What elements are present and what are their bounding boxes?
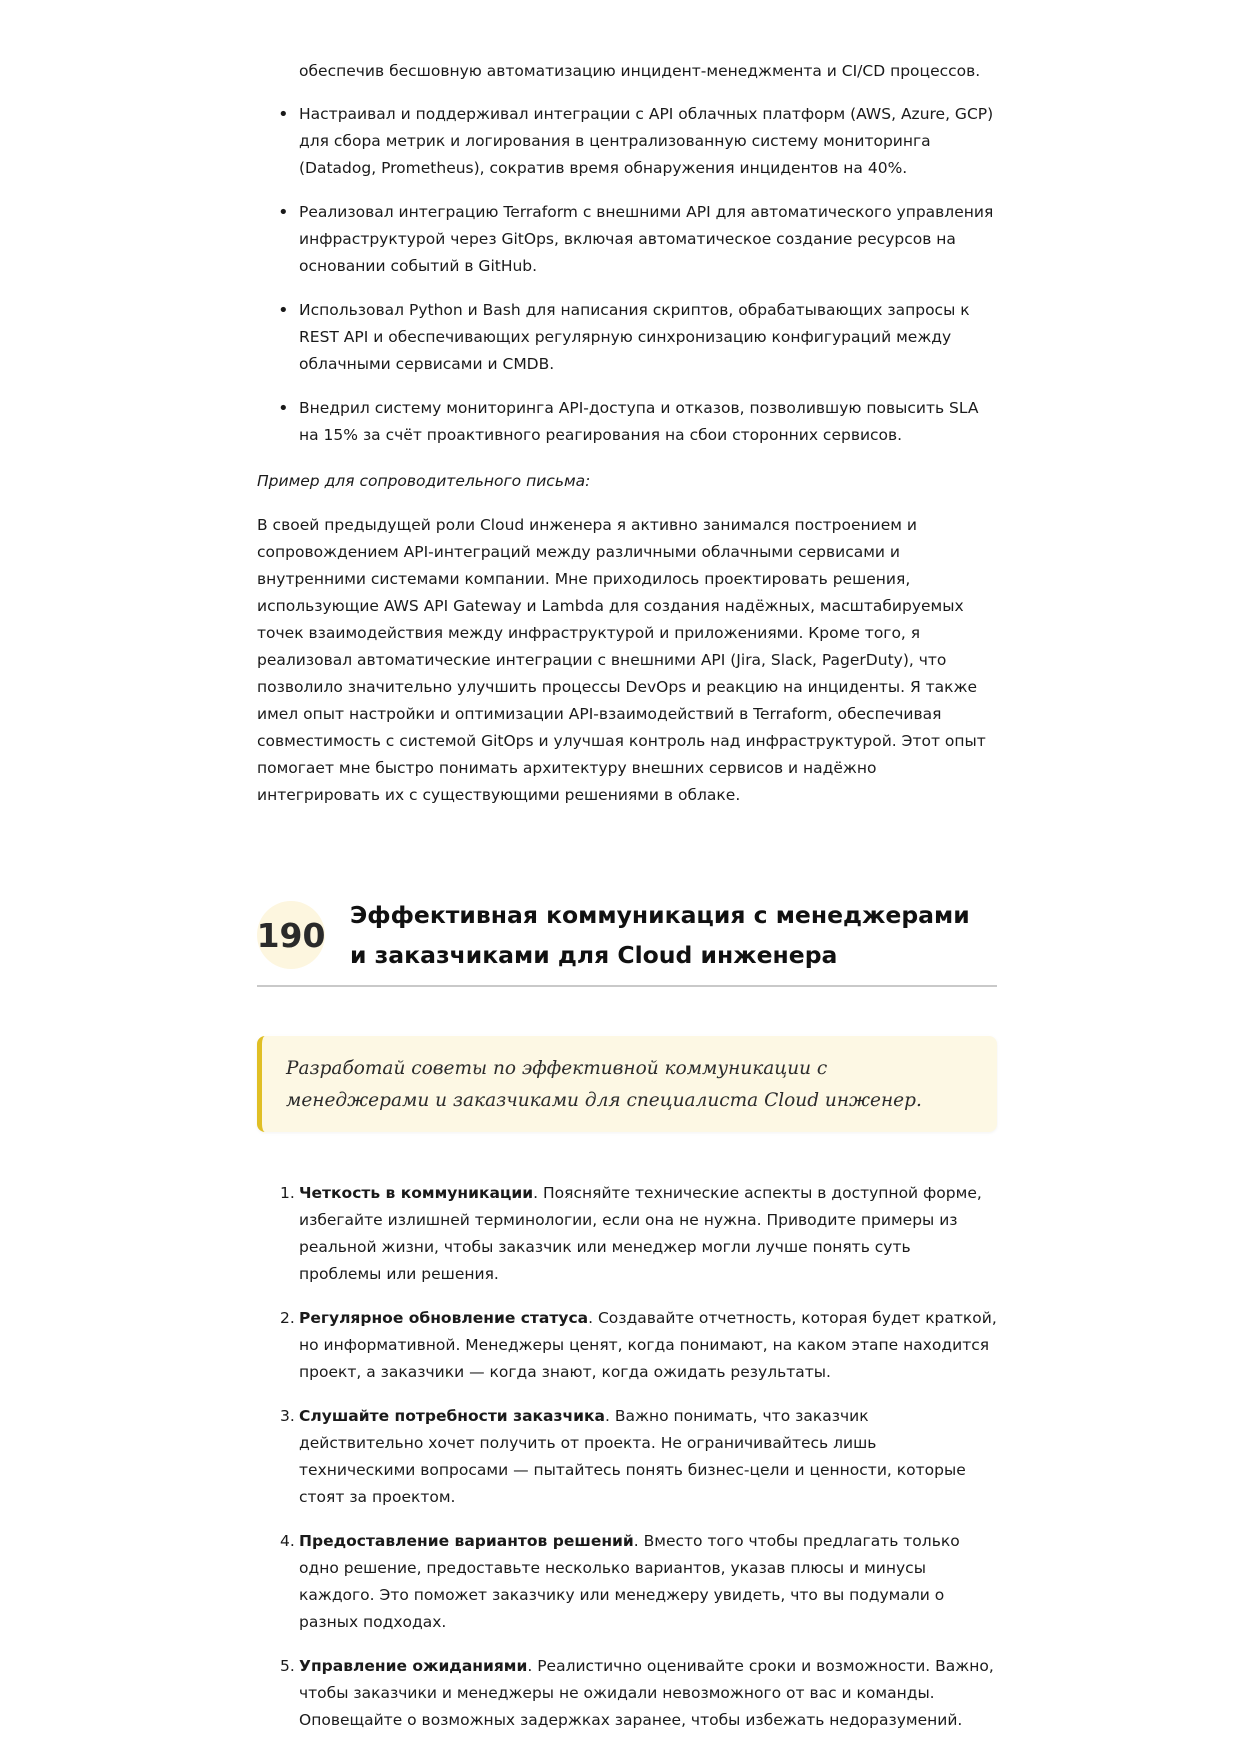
bullet-continuation-text: обеспечив бесшовную автоматизацию инцидент-менеджмента и CI/CD процессов. xyxy=(299,62,981,80)
tip-number: 1. xyxy=(280,1184,295,1202)
tip-text: . Важно понимать, что заказчик действительно хочет получить от проекта. Не ограничивайтесь лишь техническими вопросами — пытайтесь понять бизнес-цели и ценности, которые стоят за проектом. xyxy=(299,1407,966,1506)
tip-number: 5. xyxy=(280,1657,295,1675)
prompt-callout xyxy=(257,1036,997,1132)
tip-item xyxy=(257,1305,997,1386)
tip-number: 2. xyxy=(280,1309,295,1327)
section-header xyxy=(257,895,997,987)
tip-text: . Вместо того чтобы предлагать только одно решение, предоставьте несколько вариантов, указав плюсы и минусы каждого. Это поможет заказчику или менеджеру увидеть, что вы подумали о разных подходах. xyxy=(299,1532,960,1631)
tip-item xyxy=(257,1403,997,1511)
tip-number: 3. xyxy=(280,1407,295,1425)
experience-bullet: • Реализовал интеграцию Terraform с внешними API для автоматического управления инфраструктурой через GitOps, включая автоматическое создание ресурсов на основании событий в GitHub. xyxy=(257,199,997,280)
experience-bullet: • Использовал Python и Bash для написания скриптов, обрабатывающих запросы к REST API и обеспечивающих регулярную синхронизацию конфигураций между облачными сервисами и CMDB. xyxy=(257,297,997,378)
section-title: Эффективная коммуникация с менеджерами и заказчиками для Cloud инженера xyxy=(350,901,970,969)
cover-letter-label: Пример для сопроводительного письма: xyxy=(257,472,591,490)
cover-letter-paragraph: В своей предыдущей роли Cloud инженера я активно занимался построением и сопровождением API-интеграций между различными облачными сервисами и внутренними системами компании. Мне приходилось проектировать решения, использующие AWS API Gateway и Lambda для создания надёжных, масштабируемых точек взаимодействия между инфраструктурой и приложениями. Кроме того, я реализовал автоматические интеграции с внешними API (Jira, Slack, PagerDuty), что позволило значительно улучшить процессы DevOps и реакцию на инциденты. Я также имел опыт настройки и оптимизации API-взаимодействий в Terraform, обеспечивая совместимость с системой GitOps и улучшая контроль над инфраструктурой. Этот опыт помогает мне быстро понимать архитектуру внешних сервисов и надёжно интегрировать их с существующими решениями в облаке. xyxy=(257,516,986,804)
tip-title: Слушайте потребности заказчика xyxy=(299,1407,605,1425)
tip-text: . Создавайте отчетность, которая будет краткой, но информативной. Менеджеры ценят, когда понимают, на каком этапе находится проект, а заказчики — когда знают, когда ожидать результаты. xyxy=(299,1309,997,1381)
tip-title: Предоставление вариантов решений xyxy=(299,1532,634,1550)
experience-bullet: • Внедрил систему мониторинга API-доступа и отказов, позволившую повысить SLA на 15% за счёт проактивного реагирования на сбои сторонних сервисов. xyxy=(257,395,997,449)
tip-text: . Реалистично оценивайте сроки и возможности. Важно, чтобы заказчики и менеджеры не ожидали невозможного от вас и команды. Оповещайте о возможных задержках заранее, чтобы избежать недоразумений. xyxy=(299,1657,994,1729)
experience-bullet: • Настраивал и поддерживал интеграции с API облачных платформ (AWS, Azure, GCP) для сбора метрик и логирования в централизованную систему мониторинга (Datadog, Prometheus), сократив время обнаружения инцидентов на 40%. xyxy=(257,101,997,182)
tip-item xyxy=(257,1528,997,1636)
tip-item xyxy=(257,1653,997,1734)
tip-number: 4. xyxy=(280,1532,295,1550)
experience-bullet-list xyxy=(257,58,997,466)
tip-title: Регулярное обновление статуса xyxy=(299,1309,589,1327)
tip-title: Управление ожиданиями xyxy=(299,1657,528,1675)
prompt-callout-text: Разработай советы по эффективной коммуникации с менеджерами и заказчиками для специалиста Cloud инженер. xyxy=(286,1058,922,1111)
tips-list xyxy=(257,1180,997,1751)
section-number-badge: 190 xyxy=(257,901,325,969)
tip-item xyxy=(257,1180,997,1288)
tip-title: Четкость в коммуникации xyxy=(299,1184,534,1202)
tip-text: . Поясняйте технические аспекты в доступной форме, избегайте излишней терминологии, если она не нужна. Приводите примеры из реальной жизни, чтобы заказчик или менеджер могли лучше понять суть проблемы или решения. xyxy=(299,1184,982,1283)
